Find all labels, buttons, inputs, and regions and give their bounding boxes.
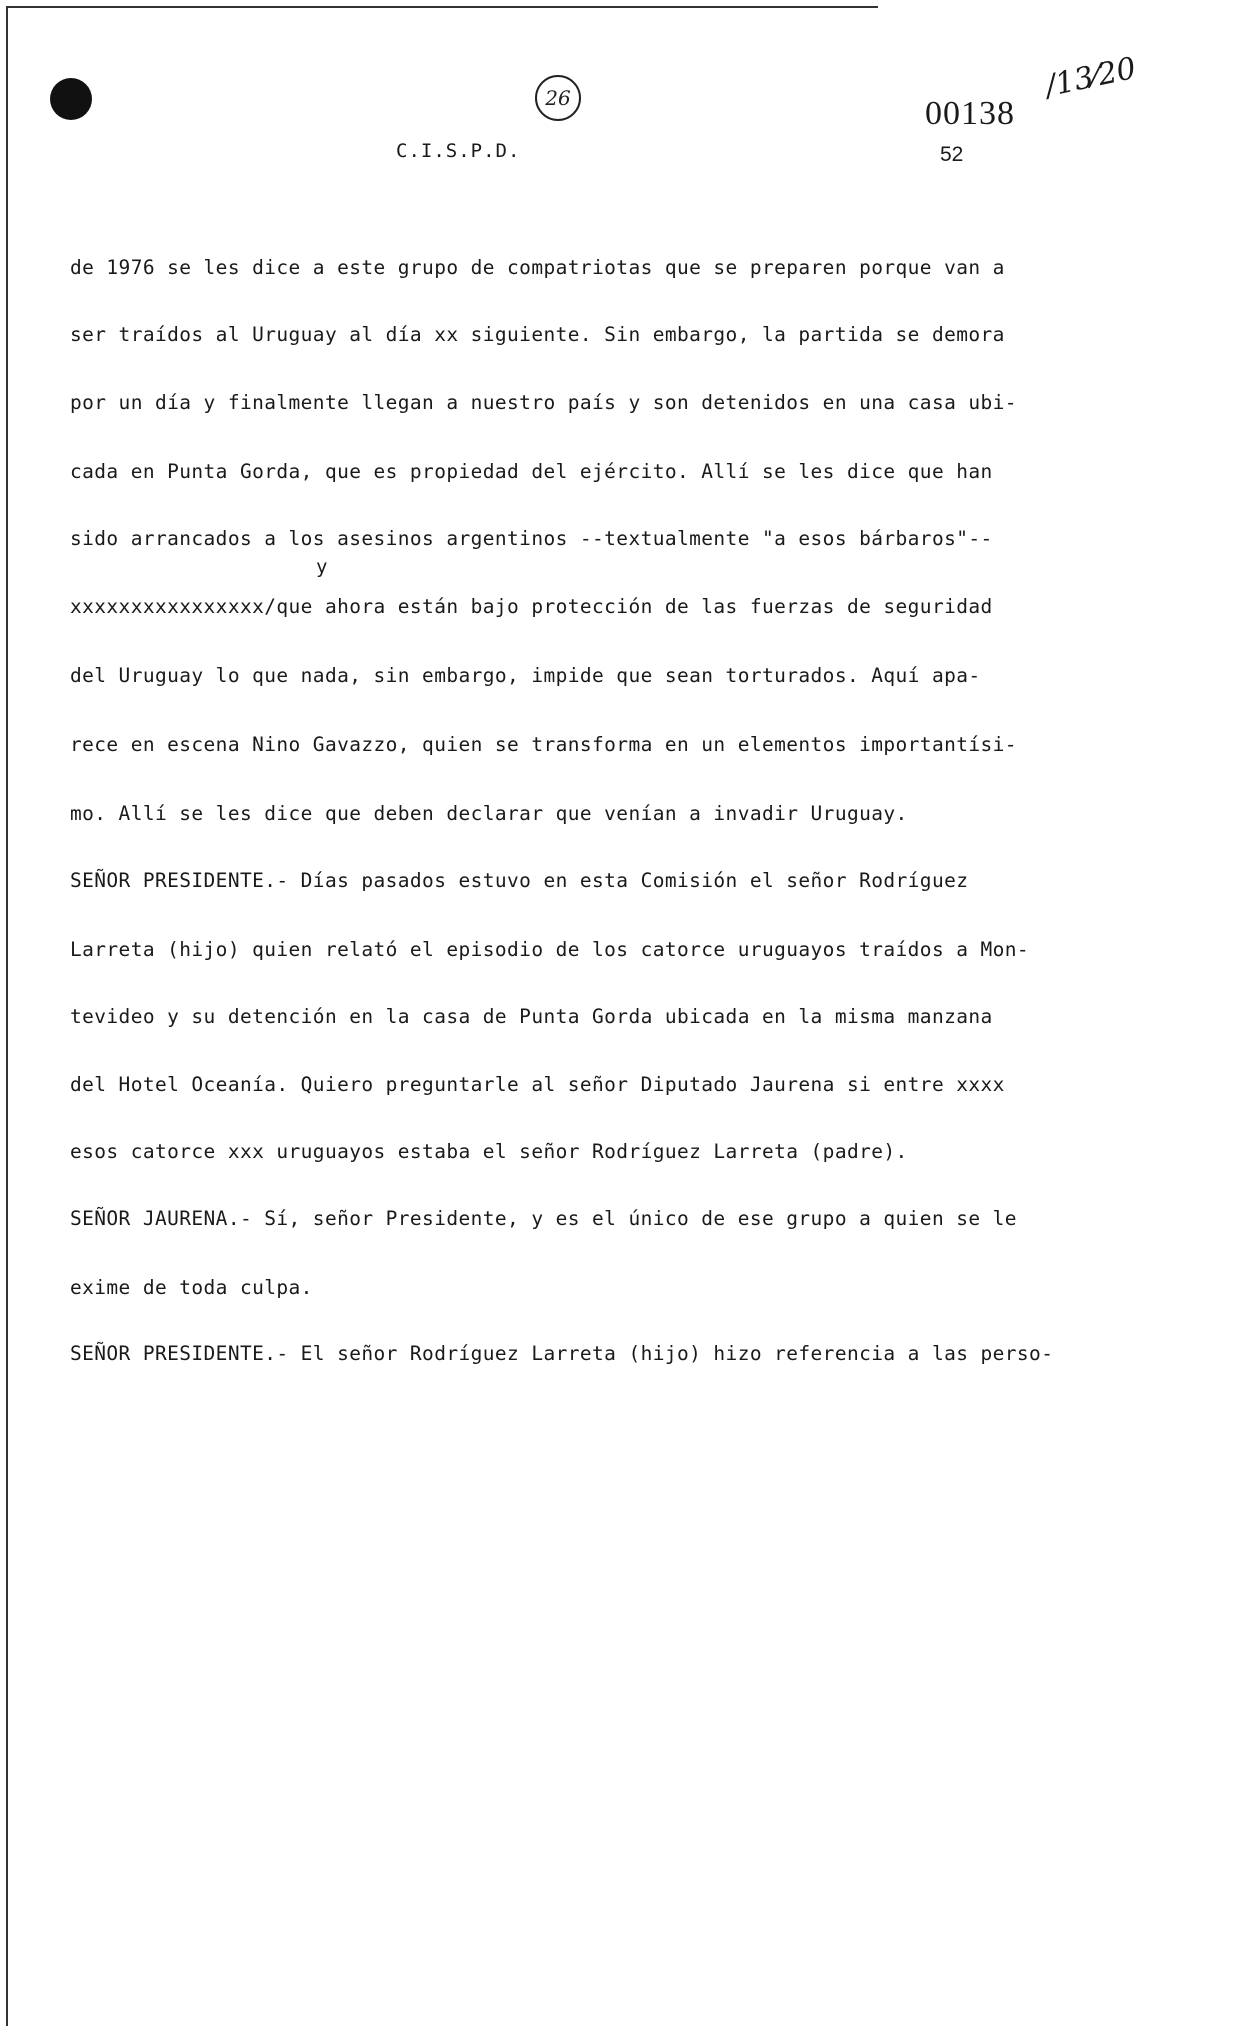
interline-insert: y — [316, 556, 328, 578]
text-line: de 1976 se les dice a este grupo de compatriotas que se preparen porque van a — [70, 256, 1005, 279]
text-line: del Uruguay lo que nada, sin embargo, impide que sean torturados. Aquí apa- — [70, 664, 981, 687]
punch-hole — [50, 78, 92, 120]
text-line: xxxxxxxxxxxxxxxx/que ahora están bajo protección de las fuerzas de seguridad — [70, 595, 993, 618]
speaker-line: SEÑOR PRESIDENTE.- El señor Rodríguez Larreta (hijo) hizo referencia a las perso- — [70, 1342, 1054, 1365]
circled-stamp: 26 — [535, 75, 581, 121]
text-line: del Hotel Oceanía. Quiero preguntarle al señor Diputado Jaurena si entre xxxx — [70, 1073, 1005, 1096]
text-line: tevideo y su detención en la casa de Punta Gorda ubicada en la misma manzana — [70, 1005, 993, 1028]
text-line: mo. Allí se les dice que deben declarar que venían a invadir Uruguay. — [70, 802, 908, 825]
handwritten-number: /13⁄20 — [1042, 50, 1140, 105]
document-number: 00138 — [925, 95, 1015, 132]
text-line: ser traídos al Uruguay al día xx siguiente. Sin embargo, la partida se demora — [70, 323, 1005, 346]
text-line: Larreta (hijo) quien relató el episodio de los catorce uruguayos traídos a Mon- — [70, 938, 1030, 961]
header-code: C.I.S.P.D. — [396, 140, 521, 162]
text-line: sido arrancados a los asesinos argentinos --textualmente "a esos bárbaros"-- — [70, 527, 993, 550]
speaker-line: SEÑOR JAURENA.- Sí, señor Presidente, y es el único de ese grupo a quien se le — [70, 1207, 1017, 1230]
text-line: rece en escena Nino Gavazzo, quien se transforma en un elementos importantísi- — [70, 733, 1017, 756]
text-line: exime de toda culpa. — [70, 1276, 313, 1299]
speaker-line: SEÑOR PRESIDENTE.- Días pasados estuvo en esta Comisión el señor Rodríguez — [70, 869, 969, 892]
text-line: cada en Punta Gorda, que es propiedad del ejército. Allí se les dice que han — [70, 460, 993, 483]
text-line: por un día y finalmente llegan a nuestro país y son detenidos en una casa ubi- — [70, 391, 1017, 414]
page-top-edge — [8, 6, 878, 8]
text-line: esos catorce xxx uruguayos estaba el señor Rodríguez Larreta (padre). — [70, 1140, 908, 1163]
page-number: 52 — [940, 143, 964, 166]
page-left-edge — [6, 6, 8, 2026]
